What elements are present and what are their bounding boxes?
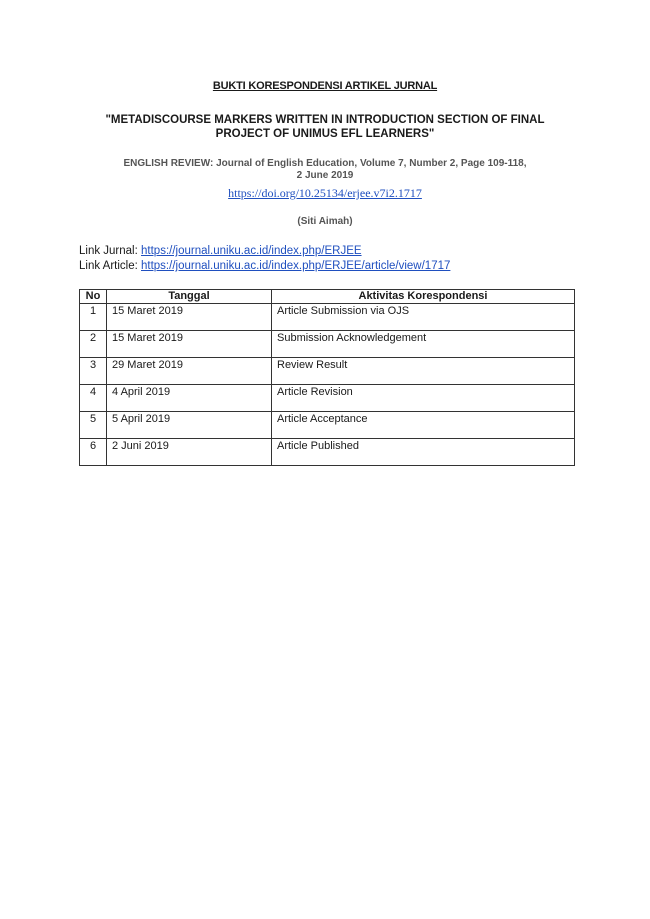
- cell-activity: Article Revision: [272, 385, 575, 412]
- header-activity: Aktivitas Korespondensi: [272, 290, 575, 304]
- article-title: [90, 113, 560, 141]
- cell-no: 6: [80, 439, 107, 466]
- journal-citation-line: 2 June 2019: [296, 170, 354, 181]
- article-link-row: [79, 259, 450, 274]
- document-heading: BUKTI KORESPONDENSI ARTIKEL JURNAL: [212, 80, 438, 92]
- article-link[interactable]: https://journal.uniku.ac.id/index.php/ERJEE/article/view/1717: [141, 260, 451, 272]
- cell-date: 4 April 2019: [107, 385, 272, 412]
- cell-date: 15 Maret 2019: [107, 304, 272, 331]
- table-row: [80, 304, 575, 331]
- table-header-row: [80, 290, 575, 304]
- article-title-line: PROJECT OF UNIMUS EFL LEARNERS": [215, 128, 435, 140]
- cell-activity: Article Acceptance: [272, 412, 575, 439]
- correspondence-table: [79, 289, 575, 466]
- cell-activity: Review Result: [272, 358, 575, 385]
- journal-citation: [90, 158, 560, 182]
- cell-no: 1: [80, 304, 107, 331]
- cell-no: 4: [80, 385, 107, 412]
- table-row: [80, 385, 575, 412]
- article-title-line: "METADISCOURSE MARKERS WRITTEN IN INTRODUCTION SECTION OF FINAL: [105, 114, 545, 126]
- journal-link-label: Link Jurnal:: [79, 245, 142, 257]
- journal-link[interactable]: https://journal.uniku.ac.id/index.php/ERJEE: [141, 245, 362, 257]
- cell-date: 29 Maret 2019: [107, 358, 272, 385]
- links-block: [79, 244, 450, 274]
- cell-date: 2 Juni 2019: [107, 439, 272, 466]
- table-row: [80, 439, 575, 466]
- doi-link[interactable]: https://doi.org/10.25134/erjee.v7i2.1717: [228, 186, 422, 200]
- table-row: [80, 412, 575, 439]
- header-no: No: [80, 290, 107, 304]
- cell-no: 3: [80, 358, 107, 385]
- cell-date: 15 Maret 2019: [107, 331, 272, 358]
- cell-activity: Article Submission via OJS: [272, 304, 575, 331]
- header-date: Tanggal: [107, 290, 272, 304]
- author-name: (Siti Aimah): [297, 216, 353, 227]
- cell-activity: Submission Acknowledgement: [272, 331, 575, 358]
- cell-activity: Article Published: [272, 439, 575, 466]
- cell-no: 2: [80, 331, 107, 358]
- table-row: [80, 358, 575, 385]
- cell-no: 5: [80, 412, 107, 439]
- journal-link-row: [79, 244, 450, 259]
- article-link-label: Link Article:: [79, 260, 141, 272]
- table-row: [80, 331, 575, 358]
- cell-date: 5 April 2019: [107, 412, 272, 439]
- journal-citation-line: ENGLISH REVIEW: Journal of English Education, Volume 7, Number 2, Page 109-118,: [123, 158, 527, 169]
